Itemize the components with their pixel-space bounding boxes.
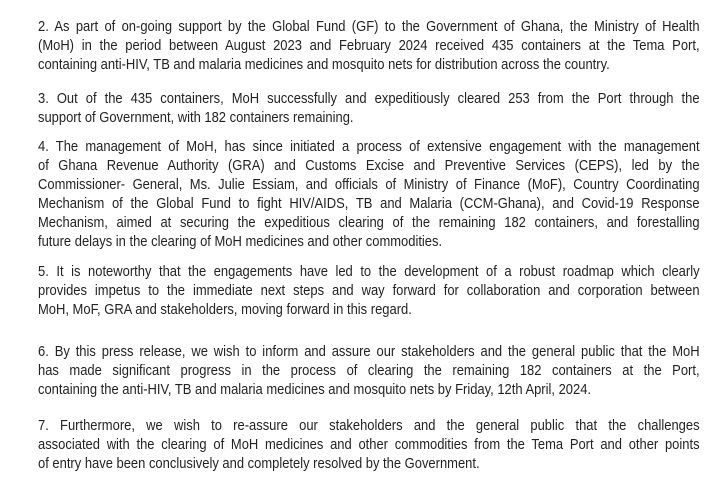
paragraph-line: of Ghana Revenue Authority (GRA) and Customs Excise and Preventive Services (CEPS), led by the	[38, 158, 700, 174]
paragraph-line: (MoH) in the period between August 2023 and February 2024 received 435 containers at the Tema Port,	[38, 38, 700, 54]
paragraph-line: future delays in the clearing of MoH medicines and other commodities.	[38, 234, 443, 250]
paragraph-line: containing anti-HIV, TB and malaria medicines and mosquito nets for distribution across the country.	[38, 57, 610, 73]
paragraph-line: MoH, MoF, GRA and stakeholders, moving forward in this regard.	[38, 302, 412, 318]
paragraph-line: 5. It is noteworthy that the engagements have led to the development of a robust roadmap which clearly	[38, 264, 700, 280]
paragraph-line: of entry have been conclusively and completely resolved by the Government.	[38, 456, 480, 472]
paragraph-line: Commissioner- General, Ms. Julie Essiam, and officials of Ministry of Finance (MoF), Country Coordinating	[38, 177, 700, 193]
paragraph-line: Mechanism, aimed at securing the expeditious clearing of the remaining 182 containers, and forestalling	[38, 215, 700, 231]
paragraph-line: 7. Furthermore, we wish to re-assure our stakeholders and the general public that the challenges	[38, 418, 700, 434]
paragraph-line: 6. By this press release, we wish to inform and assure our stakeholders and the general public that the MoH	[38, 344, 700, 360]
paragraph-4	[38, 138, 700, 252]
paragraph-3	[38, 90, 700, 128]
paragraph-line: has made significant progress in the process of clearing the remaining 182 containers at the Port,	[38, 363, 700, 379]
paragraph-line: Mechanism of the Global Fund to fight HIV/AIDS, TB and Malaria (CCM-Ghana), and Covid-19 Response	[38, 196, 700, 212]
paragraph-line: 4. The management of MoH, has since initiated a process of extensive engagement with the management	[38, 139, 700, 155]
paragraph-7	[38, 417, 700, 474]
paragraph-line: containing the anti-HIV, TB and malaria medicines and mosquito nets by Friday, 12th April, 2024.	[38, 382, 592, 398]
paragraph-line: associated with the clearing of MoH medicines and other commodities from the Tema Port and other points	[38, 437, 700, 453]
paragraph-line: 2. As part of on-going support by the Global Fund (GF) to the Government of Ghana, the Ministry of Health	[38, 19, 700, 35]
paragraph-line: provides impetus to the immediate next steps and way forward for collaboration and corporation between	[38, 283, 700, 299]
paragraph-line: support of Government, with 182 containers remaining.	[38, 110, 354, 126]
paragraph-2	[38, 18, 700, 75]
paragraph-5	[38, 263, 700, 320]
paragraph-line: 3. Out of the 435 containers, MoH successfully and expeditiously cleared 253 from the Port through the	[38, 91, 700, 107]
paragraph-6	[38, 343, 700, 400]
